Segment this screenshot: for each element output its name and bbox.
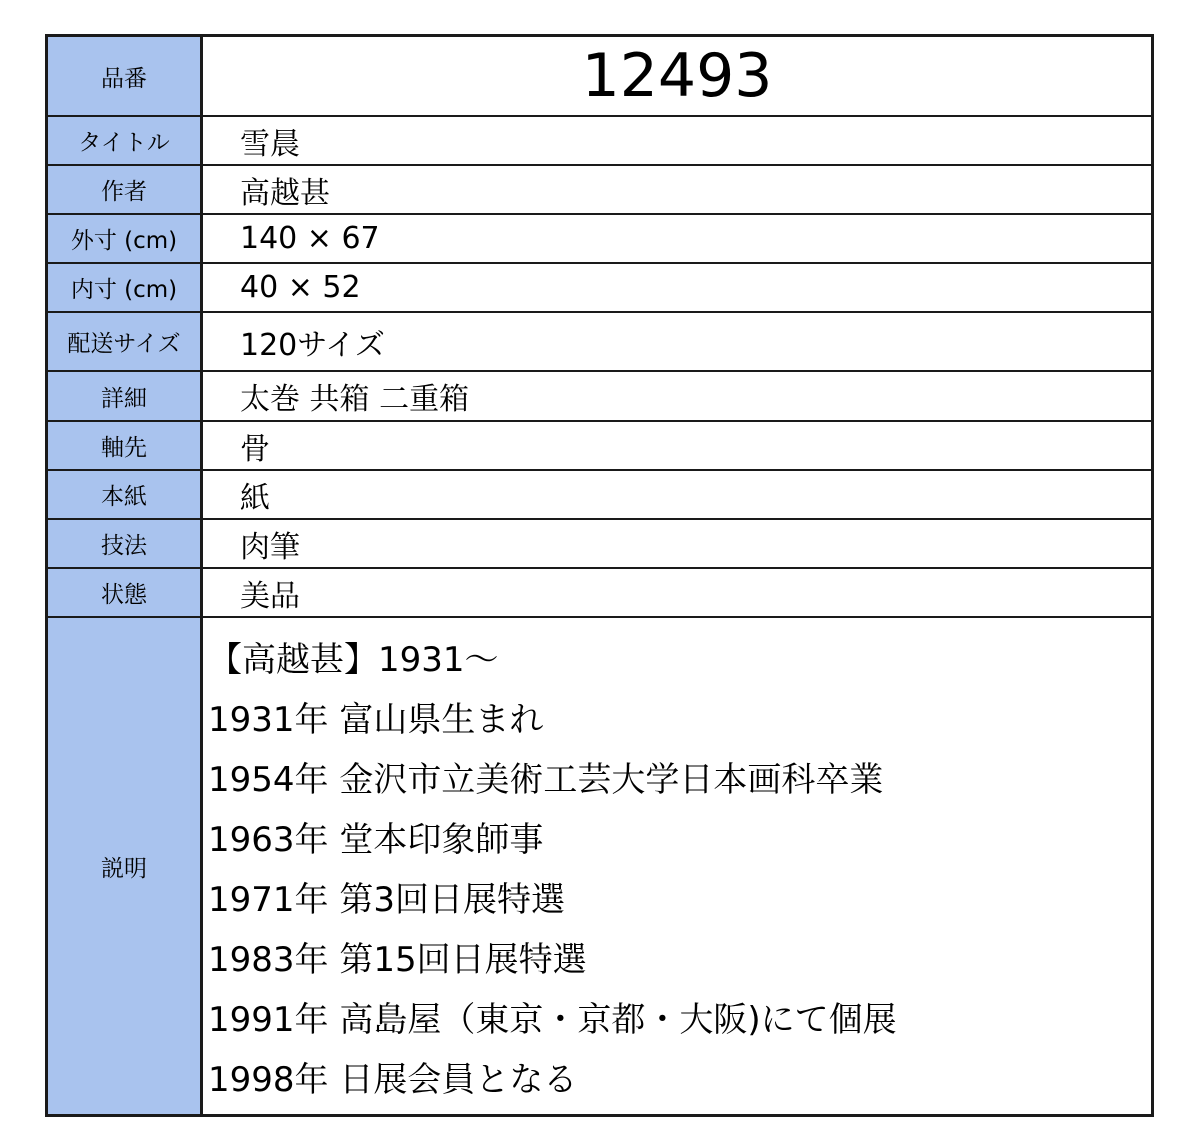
base-material-label: 本紙 <box>48 471 203 518</box>
description-line: 【高越甚】1931〜 <box>208 640 499 680</box>
outer-size-value: 140 × 67 <box>240 221 380 256</box>
description-line: 1963年 堂本印象師事 <box>208 820 544 860</box>
product-spec-table <box>45 34 1154 1117</box>
title-row <box>48 117 1151 166</box>
details-row <box>48 372 1151 422</box>
artist-label: 作者 <box>48 166 203 213</box>
item-number-row <box>48 37 1151 117</box>
artist-row <box>48 166 1151 215</box>
details-label: 詳細 <box>48 372 203 420</box>
technique-value: 肉筆 <box>240 529 300 565</box>
base-material-value: 紙 <box>240 480 270 516</box>
technique-row <box>48 520 1151 569</box>
condition-label: 状態 <box>48 569 203 616</box>
shipping-size-row <box>48 313 1151 372</box>
roller-end-row <box>48 422 1151 471</box>
artist-value: 高越甚 <box>240 175 330 211</box>
description-line: 1954年 金沢市立美術工芸大学日本画科卒業 <box>208 760 884 800</box>
outer-size-row <box>48 215 1151 264</box>
inner-size-label: 内寸 (cm) <box>48 264 203 311</box>
item-number-label: 品番 <box>48 37 203 115</box>
details-value: 太巻 共箱 二重箱 <box>240 382 470 417</box>
description-line: 1983年 第15回日展特選 <box>208 940 587 980</box>
roller-end-value: 骨 <box>240 431 270 467</box>
technique-label: 技法 <box>48 520 203 567</box>
condition-row <box>48 569 1151 618</box>
roller-end-label: 軸先 <box>48 422 203 469</box>
description-line: 1998年 日展会員となる <box>208 1060 578 1100</box>
description-content <box>203 618 1151 1114</box>
description-label: 説明 <box>48 618 203 1114</box>
description-line: 1931年 富山県生まれ <box>208 700 544 740</box>
description-line: 1971年 第3回日展特選 <box>208 880 565 920</box>
title-value: 雪晨 <box>240 126 300 162</box>
base-material-row <box>48 471 1151 520</box>
description-row <box>48 618 1151 1114</box>
condition-value: 美品 <box>240 578 300 614</box>
inner-size-value: 40 × 52 <box>240 270 361 305</box>
outer-size-label: 外寸 (cm) <box>48 215 203 262</box>
inner-size-row <box>48 264 1151 313</box>
shipping-size-value: 120サイズ <box>240 327 385 363</box>
description-line: 1991年 高島屋（東京・京都・大阪)にて個展 <box>208 1000 897 1040</box>
item-number-value: 12493 <box>581 41 773 111</box>
title-label: タイトル <box>48 117 203 164</box>
shipping-size-label: 配送サイズ <box>48 313 203 370</box>
